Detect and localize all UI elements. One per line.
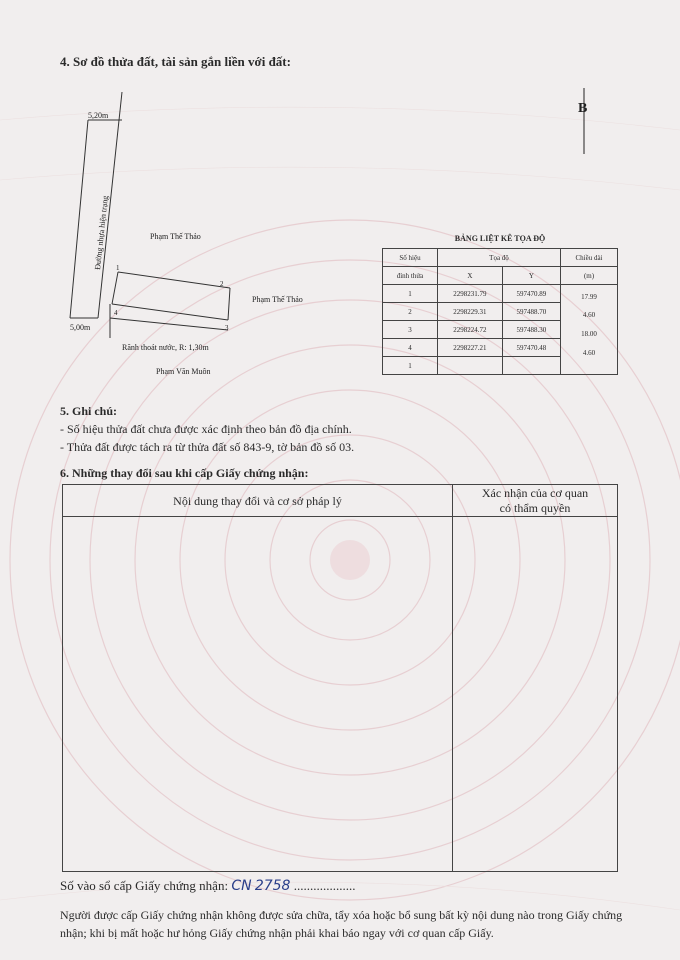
coord-row-x: 2298231.79 (438, 285, 503, 303)
note-line: - Thửa đất được tách ra từ thửa đất số 843-9, tờ bản đồ số 03. (60, 440, 355, 454)
coord-row-x: 2298224.72 (438, 321, 503, 339)
coord-length-cell (561, 285, 618, 375)
neighbor-north-label: Phạm Thế Thảo (150, 232, 201, 241)
top-width-label: 5,20m (88, 111, 109, 120)
coord-row-y (502, 357, 560, 375)
coord-row-id: 3 (383, 321, 438, 339)
plan-point-4: 4 (114, 309, 118, 317)
neighbor-south-label: Phạm Văn Muôn (156, 367, 211, 376)
changes-column-divider (452, 517, 453, 871)
section-4-title: 4. Sơ đồ thửa đất, tài sản gắn liền với đất: (60, 54, 291, 69)
plan-point-2: 2 (220, 280, 224, 288)
north-arrow-icon (574, 86, 594, 156)
registry-prefix: CN (231, 878, 252, 894)
coord-row-x: 2298229.31 (438, 303, 503, 321)
registry-label: Số vào sổ cấp Giấy chứng nhận: (60, 878, 229, 893)
coord-header-point-1: Số hiệu (383, 249, 438, 267)
plan-point-1: 1 (116, 264, 120, 272)
plan-point-3: 3 (225, 324, 229, 332)
north-label: B (578, 101, 588, 116)
changes-header-confirmation-line: Xác nhận của cơ quan (481, 486, 589, 500)
coord-header-point-2: đỉnh thửa (383, 267, 438, 285)
coord-length: 4.60 (582, 349, 596, 357)
coord-row-id: 4 (383, 339, 438, 357)
coord-header-y: Y (502, 267, 560, 285)
coord-length: 18.00 (581, 330, 597, 338)
coord-row-y: 597488.30 (502, 321, 560, 339)
coord-table-title: BẢNG LIỆT KÊ TỌA ĐỘ (454, 234, 546, 243)
coord-header-x: X (438, 267, 503, 285)
changes-header-content: Nội dung thay đổi và cơ sở pháp lý (63, 485, 453, 517)
section-6-title: 6. Những thay đổi sau khi cấp Giấy chứng nhận: (60, 466, 309, 480)
coord-row-y: 597470.89 (502, 285, 560, 303)
registry-dots: ................... (293, 878, 356, 893)
changes-header-confirmation (453, 485, 617, 517)
coord-row-id: 1 (383, 357, 438, 375)
coord-length: 4.60 (582, 311, 596, 319)
changes-table (62, 484, 618, 872)
coord-table (382, 248, 618, 375)
registry-line (60, 878, 355, 894)
parcel-plan-diagram (60, 80, 380, 390)
coord-row-id: 2 (383, 303, 438, 321)
neighbor-east-label: Phạm Thế Thảo (252, 295, 303, 304)
coord-header-length-1: Chiều dài (561, 249, 618, 267)
registry-number: 2758 (254, 878, 291, 894)
coord-length: 17.99 (581, 293, 597, 301)
coord-row-x (438, 357, 503, 375)
coord-row-y: 597470.48 (502, 339, 560, 357)
coord-header-length-2: (m) (561, 267, 618, 285)
drain-label: Rãnh thoát nước, R: 1,30m (122, 343, 209, 352)
coord-row-y: 597488.70 (502, 303, 560, 321)
coord-row-x: 2298227.21 (438, 339, 503, 357)
coord-header-coord: Tọa độ (438, 249, 561, 267)
section-5-title: 5. Ghi chú: (60, 404, 118, 418)
note-line: - Số hiệu thửa đất chưa được xác định theo bản đồ địa chính. (60, 422, 352, 436)
changes-header-confirmation-line: có thẩm quyền (499, 501, 571, 515)
bottom-width-label: 5,00m (70, 323, 91, 332)
coord-row-id: 1 (383, 285, 438, 303)
warning-text: Người được cấp Giấy chứng nhận không được sửa chữa, tẩy xóa hoặc bổ sung bất kỳ nội dung nào trong Giấy chứng nhận; khi bị mất hoặc hư hỏng Giấy chứng nhận phải khai báo ngay với cơ quan cấp Giấy. (60, 908, 623, 940)
notes-section (60, 402, 354, 456)
road-label: Đường nhựa hiện trạng (93, 195, 110, 271)
